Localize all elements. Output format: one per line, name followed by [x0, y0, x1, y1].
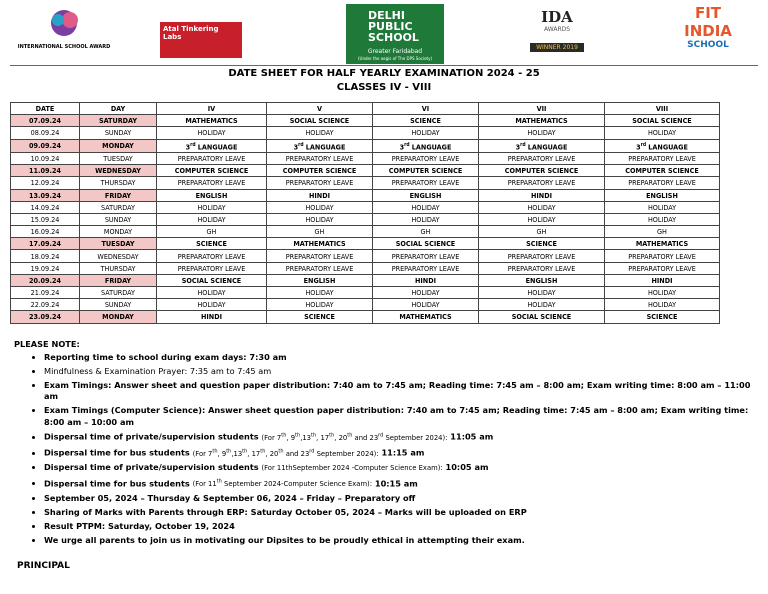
table-cell: HOLIDAY	[373, 201, 479, 213]
table-cell: HOLIDAY	[479, 127, 605, 139]
table-cell: TUESDAY	[80, 238, 157, 250]
table-cell: PREPARATORY LEAVE	[373, 250, 479, 262]
column-header: DATE	[11, 103, 80, 115]
table-cell: FRIDAY	[80, 274, 157, 286]
atl-text: Atal Tinkering Labs	[163, 25, 219, 41]
note-item: • Exam Timings (Computer Science): Answer sheet question paper distribution: 7:40 am to 7:45 am; Reading time: 7:45 am – 8:00 am; Exam writing time: 8:00 am – 10:00 am	[44, 405, 754, 428]
table-cell: PREPARATORY LEAVE	[479, 152, 605, 164]
logo-bar	[0, 0, 768, 66]
table-cell: HINDI	[479, 189, 605, 201]
table-cell: HINDI	[373, 274, 479, 286]
table-cell: WEDNESDAY	[80, 165, 157, 177]
table-cell: MATHEMATICS	[479, 115, 605, 127]
table-cell: SCIENCE	[267, 311, 373, 323]
page-title: DATE SHEET FOR HALF YEARLY EXAMINATION 2024 - 25	[228, 68, 540, 79]
table-cell: PREPARATORY LEAVE	[605, 262, 720, 274]
table-cell: 19.09.24	[11, 262, 80, 274]
notes-list	[18, 352, 754, 548]
table-cell: HOLIDAY	[157, 201, 267, 213]
table-cell: PREPARATORY LEAVE	[267, 152, 373, 164]
table-cell: MATHEMATICS	[373, 311, 479, 323]
table-cell: SUNDAY	[80, 299, 157, 311]
table-row	[11, 311, 720, 323]
note-item: • Result PTPM: Saturday, October 19, 2024	[44, 521, 754, 533]
table-cell: PREPARATORY LEAVE	[605, 250, 720, 262]
table-cell: 3rd LANGUAGE	[267, 139, 373, 152]
table-row	[11, 213, 720, 225]
table-cell: HOLIDAY	[267, 201, 373, 213]
atal-tinkering-labs-logo	[160, 22, 242, 58]
table-cell: HOLIDAY	[479, 299, 605, 311]
table-cell: MONDAY	[80, 226, 157, 238]
column-header: V	[267, 103, 373, 115]
note-item: • Sharing of Marks with Parents through ERP: Saturday October 05, 2024 – Marks will be uploaded on ERP	[44, 507, 754, 519]
table-row	[11, 152, 720, 164]
table-cell: PREPARATORY LEAVE	[157, 152, 267, 164]
table-cell: HOLIDAY	[157, 213, 267, 225]
table-row	[11, 262, 720, 274]
table-cell: COMPUTER SCIENCE	[157, 165, 267, 177]
table-row	[11, 299, 720, 311]
table-cell: ENGLISH	[605, 189, 720, 201]
note-item: • Reporting time to school during exam days: 7:30 am	[44, 352, 754, 364]
fit-school-text: SCHOOL	[687, 40, 729, 50]
dps-city: Greater Faridabad	[367, 48, 423, 55]
fit-india-logo	[680, 4, 736, 64]
table-cell: 12.09.24	[11, 177, 80, 189]
table-cell: 14.09.24	[11, 201, 80, 213]
table-cell: 23.09.24	[11, 311, 80, 323]
table-cell: SATURDAY	[80, 287, 157, 299]
dps-aegis: (Under the aegis of The DPS Society)	[357, 56, 433, 61]
table-cell: HINDI	[267, 189, 373, 201]
table-cell: GH	[373, 226, 479, 238]
table-cell: 20.09.24	[11, 274, 80, 286]
table-cell: HOLIDAY	[267, 127, 373, 139]
table-row	[11, 250, 720, 262]
table-row	[11, 139, 720, 152]
table-cell: PREPARATORY LEAVE	[373, 262, 479, 274]
table-cell: 3rd LANGUAGE	[157, 139, 267, 152]
table-cell: 21.09.24	[11, 287, 80, 299]
table-cell: 3rd LANGUAGE	[479, 139, 605, 152]
table-cell: HOLIDAY	[605, 299, 720, 311]
table-cell: HOLIDAY	[605, 213, 720, 225]
table-cell: PREPARATORY LEAVE	[373, 152, 479, 164]
table-row	[11, 115, 720, 127]
table-cell: HOLIDAY	[479, 213, 605, 225]
table-cell: HOLIDAY	[479, 201, 605, 213]
table-row	[11, 177, 720, 189]
table-cell: HINDI	[157, 311, 267, 323]
table-cell: PREPARATORY LEAVE	[267, 250, 373, 262]
table-cell: 18.09.24	[11, 250, 80, 262]
table-cell: 17.09.24	[11, 238, 80, 250]
table-cell: SATURDAY	[80, 115, 157, 127]
table-cell: 16.09.24	[11, 226, 80, 238]
note-item: • Mindfulness & Examination Prayer: 7:35 am to 7:45 am	[44, 366, 754, 378]
table-cell: SUNDAY	[80, 213, 157, 225]
table-cell: PREPARATORY LEAVE	[605, 177, 720, 189]
table-cell: SUNDAY	[80, 127, 157, 139]
international-school-award-logo	[17, 8, 111, 58]
table-cell: HOLIDAY	[157, 287, 267, 299]
table-cell: MONDAY	[80, 139, 157, 152]
principal-signature: PRINCIPAL	[17, 561, 70, 571]
table-cell: HOLIDAY	[267, 287, 373, 299]
table-row	[11, 238, 720, 250]
intl-award-text: INTERNATIONAL SCHOOL AWARD	[17, 44, 111, 50]
table-cell: 3rd LANGUAGE	[605, 139, 720, 152]
table-cell: GH	[267, 226, 373, 238]
table-row	[11, 127, 720, 139]
table-cell: SOCIAL SCIENCE	[373, 238, 479, 250]
table-cell: HOLIDAY	[373, 213, 479, 225]
table-cell: 09.09.24	[11, 139, 80, 152]
column-header: VI	[373, 103, 479, 115]
table-cell: SCIENCE	[605, 311, 720, 323]
table-cell: GH	[605, 226, 720, 238]
table-cell: SOCIAL SCIENCE	[605, 115, 720, 127]
table-cell: 3rd LANGUAGE	[373, 139, 479, 152]
note-item: • Dispersal time of private/supervision students (For 11thSeptember 2024 -Computer Science Exam): 10:05 am	[44, 462, 754, 475]
table-cell: HOLIDAY	[157, 127, 267, 139]
note-item: • September 05, 2024 – Thursday & September 06, 2024 – Friday – Preparatory off	[44, 493, 754, 505]
table-cell: MONDAY	[80, 311, 157, 323]
ida-winner: WINNER 2019	[530, 43, 584, 52]
note-item: • Exam Timings: Answer sheet and question paper distribution: 7:40 am to 7:45 am; Reading time: 7:45 am – 8:00 am; Exam writing time: 8:00 am – 11:00 am	[44, 380, 754, 403]
column-header: VIII	[605, 103, 720, 115]
table-cell: HOLIDAY	[605, 287, 720, 299]
table-cell: 08.09.24	[11, 127, 80, 139]
table-cell: GH	[157, 226, 267, 238]
table-cell: SOCIAL SCIENCE	[267, 115, 373, 127]
ida-name: IDA	[541, 8, 573, 26]
column-header: VII	[479, 103, 605, 115]
table-cell: 07.09.24	[11, 115, 80, 127]
table-cell: ENGLISH	[373, 189, 479, 201]
table-cell: THURSDAY	[80, 177, 157, 189]
date-sheet-table	[10, 102, 720, 324]
table-cell: PREPARATORY LEAVE	[479, 177, 605, 189]
table-cell: 10.09.24	[11, 152, 80, 164]
note-item: • Dispersal time for bus students (For 7th, 9th,13th, 17th, 20th and 23rd September 2024): 11:15 am	[44, 446, 754, 460]
table-cell: 11.09.24	[11, 165, 80, 177]
table-cell: PREPARATORY LEAVE	[479, 262, 605, 274]
table-row	[11, 274, 720, 286]
table-cell: COMPUTER SCIENCE	[267, 165, 373, 177]
table-cell: SCIENCE	[157, 238, 267, 250]
table-cell: SOCIAL SCIENCE	[479, 311, 605, 323]
table-cell: COMPUTER SCIENCE	[605, 165, 720, 177]
table-cell: PREPARATORY LEAVE	[373, 177, 479, 189]
table-cell: MATHEMATICS	[605, 238, 720, 250]
table-cell: PREPARATORY LEAVE	[479, 250, 605, 262]
table-cell: MATHEMATICS	[267, 238, 373, 250]
table-row	[11, 201, 720, 213]
table-cell: SCIENCE	[373, 115, 479, 127]
table-row	[11, 165, 720, 177]
table-header-row	[11, 103, 720, 115]
table-cell: ENGLISH	[267, 274, 373, 286]
table-row	[11, 189, 720, 201]
ida-awards-logo	[530, 8, 584, 64]
table-cell: PREPARATORY LEAVE	[157, 262, 267, 274]
table-cell: PREPARATORY LEAVE	[157, 177, 267, 189]
table-cell: 13.09.24	[11, 189, 80, 201]
table-cell: HOLIDAY	[479, 287, 605, 299]
table-cell: SOCIAL SCIENCE	[157, 274, 267, 286]
note-item: • We urge all parents to join us in motivating our Dipsites to be proudly ethical in attempting their exam.	[44, 535, 754, 547]
ida-sub: AWARDS	[543, 26, 571, 33]
table-cell: PREPARATORY LEAVE	[267, 177, 373, 189]
table-row	[11, 287, 720, 299]
table-cell: HOLIDAY	[373, 299, 479, 311]
table-cell: PREPARATORY LEAVE	[157, 250, 267, 262]
table-cell: COMPUTER SCIENCE	[479, 165, 605, 177]
table-cell: PREPARATORY LEAVE	[267, 262, 373, 274]
table-cell: ENGLISH	[479, 274, 605, 286]
header-divider	[10, 65, 758, 66]
table-cell: TUESDAY	[80, 152, 157, 164]
table-cell: THURSDAY	[80, 262, 157, 274]
table-cell: SATURDAY	[80, 201, 157, 213]
dps-name: DELHI PUBLIC SCHOOL	[368, 9, 419, 44]
table-cell: WEDNESDAY	[80, 250, 157, 262]
table-cell: COMPUTER SCIENCE	[373, 165, 479, 177]
please-note-heading: PLEASE NOTE:	[14, 339, 80, 349]
table-cell: 22.09.24	[11, 299, 80, 311]
note-item: • Dispersal time of private/supervision students (For 7th, 9th,13th, 17th, 20th and 23rd September 2024): 11:05 am	[44, 430, 754, 444]
table-cell: HOLIDAY	[605, 127, 720, 139]
table-cell: HOLIDAY	[157, 299, 267, 311]
table-cell: HOLIDAY	[373, 127, 479, 139]
table-cell: MATHEMATICS	[157, 115, 267, 127]
page-subtitle: CLASSES IV - VIII	[336, 82, 432, 93]
table-cell: HOLIDAY	[373, 287, 479, 299]
table-cell: PREPARATORY LEAVE	[605, 152, 720, 164]
dps-logo	[346, 4, 444, 64]
table-cell: ENGLISH	[157, 189, 267, 201]
table-cell: FRIDAY	[80, 189, 157, 201]
table-row	[11, 226, 720, 238]
table-cell: SCIENCE	[479, 238, 605, 250]
note-item: • Dispersal time for bus students (For 11th September 2024-Computer Science Exam): 10:15 am	[44, 477, 754, 491]
table-cell: HOLIDAY	[267, 213, 373, 225]
table-cell: HOLIDAY	[605, 201, 720, 213]
table-cell: GH	[479, 226, 605, 238]
column-header: IV	[157, 103, 267, 115]
column-header: DAY	[80, 103, 157, 115]
table-cell: 15.09.24	[11, 213, 80, 225]
fit-india-text: FIT INDIA	[684, 4, 732, 40]
table-cell: HOLIDAY	[267, 299, 373, 311]
table-cell: HINDI	[605, 274, 720, 286]
